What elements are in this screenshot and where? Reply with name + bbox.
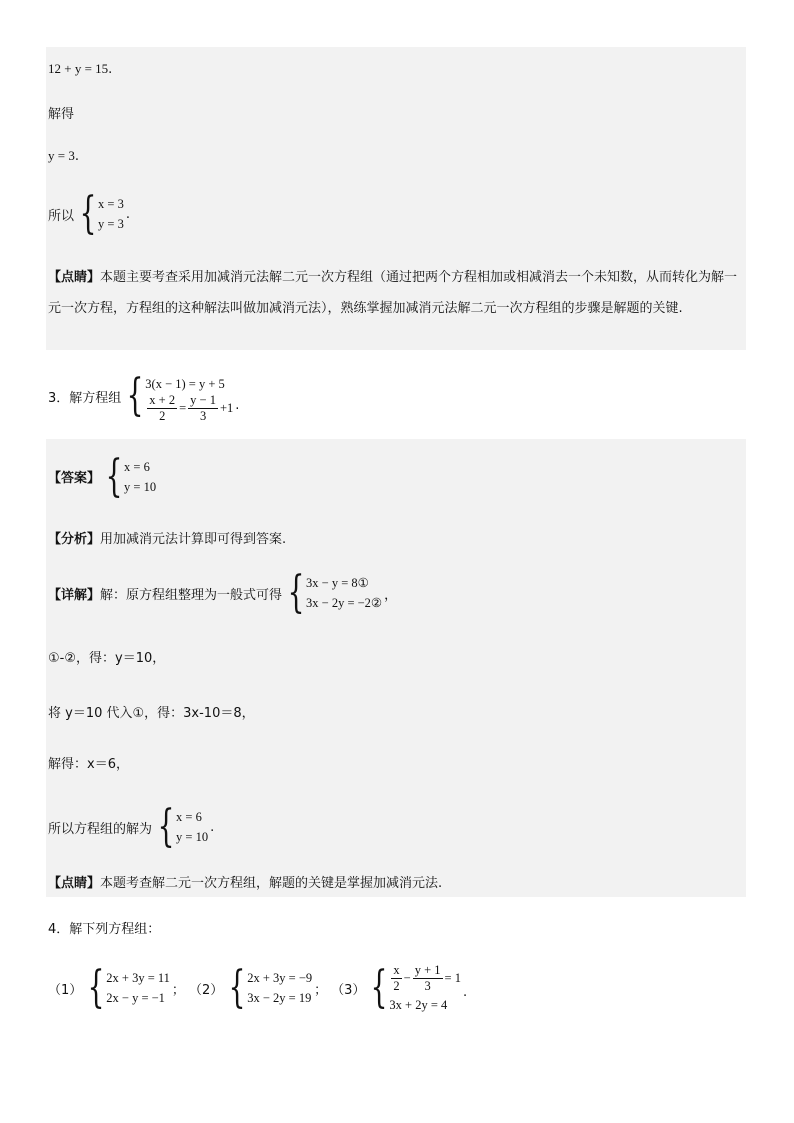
equation-system (284, 567, 383, 618)
equation-system (123, 370, 234, 423)
system-eq-2: $\frac{x + 2}{2}$ = $\frac{y - 1}{3}$ +1 (149, 392, 234, 423)
system-eq-1: 3(x − 1) = y + 5 (145, 376, 225, 391)
period: . (462, 984, 468, 1000)
system-eq-2: 3x + 2y = 4 (389, 997, 448, 1012)
step-text: ①-②，得：y＝10， (48, 650, 166, 666)
step-text: 将 y＝10 代入①，得：3x-10＝8， (48, 706, 255, 721)
step-subtract (46, 626, 746, 686)
analysis-text: 用加减消元法计算即可得到答案. (100, 531, 287, 547)
dianjing-text: 本题主要考查采用加减消元法解二元一次方程组（通过把两个方程相加或相减消去一个未知数，从而转化为解一元一次方程，方程组的这种解法叫做加减消元法），熟练掌握加减消元法解二元一次方程组的步骤是解题的关键. (48, 270, 738, 316)
answer-tag: 【答案】 (48, 471, 101, 486)
analysis-block (46, 514, 746, 560)
system-eq-1: x = 6 (124, 459, 150, 474)
part-2-label: （2） (188, 982, 224, 998)
step-line-solve (46, 91, 746, 134)
system-eq-1: 3x − y = 8① (306, 576, 369, 590)
period: . (125, 206, 130, 222)
solution-prefix: 所以方程组的解为 (48, 821, 153, 837)
question-4-systems (46, 956, 746, 1020)
left-brace-icon: { (228, 962, 246, 1013)
step-final-solution (46, 788, 746, 866)
comma: ， (384, 587, 398, 603)
system-eq-2: y = 3 (98, 217, 124, 231)
period: . (235, 397, 240, 413)
part-3-label: （3） (331, 982, 366, 998)
result-prefix: 所以 (48, 208, 75, 224)
detail-text: 解：原方程组整理为一般式可得 (100, 587, 283, 603)
question-3 (46, 362, 746, 430)
left-brace-icon: { (87, 962, 105, 1013)
system-eq-2: 3x − 2y = 19 (247, 991, 312, 1005)
equation-system (102, 450, 157, 502)
step-text: 解得：x＝6， (48, 757, 129, 772)
solve-text: 解得 (48, 107, 75, 122)
step-line-y-equals-3 (46, 134, 746, 178)
fraction-x-plus-2: $\frac{x + 2}{2}$ (149, 392, 176, 423)
left-brace-icon: { (157, 801, 175, 852)
question-4-text: 4．解下列方程组： (48, 921, 161, 937)
equation-system (76, 188, 124, 239)
part-1-label: （1） (48, 982, 83, 998)
system-eq-2: y = 10 (176, 830, 209, 844)
system-eq-2: 3x − 2y = −2② (306, 596, 383, 610)
equation-system-2 (225, 962, 313, 1013)
period: . (74, 148, 79, 164)
left-brace-icon: { (79, 188, 97, 239)
equation: y = 3 (48, 148, 75, 163)
system-eq-2: 2x − y = −1 (106, 991, 165, 1005)
equation-system-3 (367, 961, 461, 1015)
system-eq-2: y = 10 (124, 479, 157, 494)
system-eq-1: 2x + 3y = −9 (247, 971, 313, 985)
left-brace-icon: { (126, 370, 144, 421)
equation-system-1 (84, 962, 170, 1013)
step-line-result (46, 178, 746, 250)
period: . (210, 819, 215, 835)
system-eq-1: x = 3 (98, 197, 124, 211)
step-solve-x (46, 737, 746, 788)
equation-system (154, 801, 209, 852)
step-line-12-plus-y (46, 47, 746, 91)
period: . (108, 61, 113, 77)
system-eq-1: $\frac{x}{2}$ − $\frac{y + 1}{3}$ = 1 (393, 962, 461, 993)
dianjing-tag: 【点睛】 (48, 876, 101, 891)
left-brace-icon: { (287, 567, 305, 618)
fraction-y-plus-1-over-3: $\frac{y + 1}{3}$ (414, 962, 441, 993)
detail-tag: 【详解】 (48, 587, 101, 603)
detail-block (46, 560, 746, 626)
dianjing-tag: 【点睛】 (48, 270, 101, 285)
question-4-label (46, 912, 746, 942)
analysis-tag: 【分析】 (48, 531, 101, 547)
system-eq-1: x = 6 (176, 810, 202, 824)
step-substitute (46, 686, 746, 737)
fraction-x-over-2: $\frac{x}{2}$ (393, 962, 400, 993)
left-brace-icon: { (105, 450, 123, 502)
dianjing-note-2 (46, 866, 746, 897)
equation: 12 + y = 15 (48, 61, 109, 76)
question-3-label: 3．解方程组 (48, 390, 122, 406)
dianjing-note-1 (46, 250, 746, 350)
separator: ； (171, 982, 185, 998)
system-eq-1: 2x + 3y = 11 (106, 971, 170, 985)
answer-block (46, 439, 746, 514)
dianjing-text: 本题考查解二元一次方程组，解题的关键是掌握加减消元法. (100, 876, 443, 891)
separator: ； (314, 982, 328, 998)
left-brace-icon: { (371, 962, 388, 1013)
fraction-y-minus-1: $\frac{y - 1}{3}$ (190, 392, 216, 423)
